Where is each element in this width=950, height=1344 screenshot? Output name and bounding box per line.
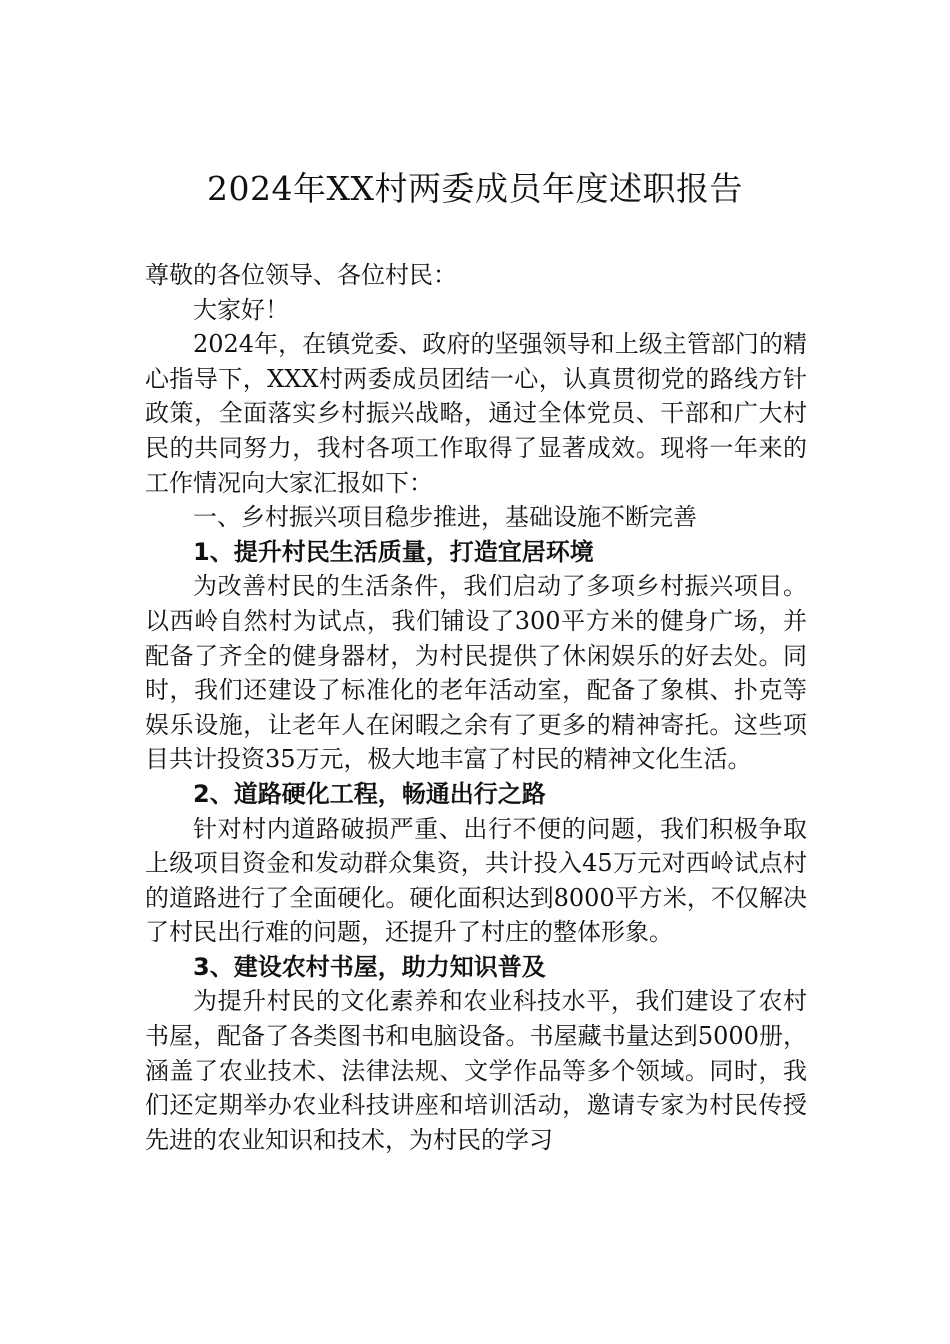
document-body xyxy=(145,258,807,1157)
subsection-paragraph-2: 针对村内道路破损严重、出行不便的问题，我们积极争取上级项目资金和发动群众集资，共计投入45万元对西岭试点村的道路进行了全面硬化。硬化面积达到8000平方米，不仅解决了村民出行难的问题，还提升了村庄的整体形象。 xyxy=(145,814,807,947)
intro-paragraph: 2024年，在镇党委、政府的坚强领导和上级主管部门的精心指导下，XXX村两委成员团结一心，认真贯彻党的路线方针政策，全面落实乡村振兴战略，通过全体党员、干部和广大村民的共同努力，我村各项工作取得了显著成效。现将一年来的工作情况向大家汇报如下： xyxy=(145,330,807,497)
section-heading-1: 一、乡村振兴项目稳步推进，基础设施不断完善 xyxy=(193,503,697,532)
document-title: 2024年XX村两委成员年度述职报告 xyxy=(207,169,743,208)
greeting: 大家好！ xyxy=(193,295,289,324)
subsection-heading-3: 3、建设农村书屋，助力知识普及 xyxy=(193,952,546,981)
subsection-heading-2: 2、道路硬化工程，畅通出行之路 xyxy=(193,779,546,808)
subsection-heading-1: 1、提升村民生活质量，打造宜居环境 xyxy=(193,537,594,566)
subsection-paragraph-1: 为改善村民的生活条件，我们启动了多项乡村振兴项目。以西岭自然村为试点，我们铺设了300平方米的健身广场，并配备了齐全的健身器材，为村民提供了休闲娱乐的好去处。同时，我们还建设了标准化的老年活动室，配备了象棋、扑克等娱乐设施，让老年人在闲暇之余有了更多的精神寄托。这些项目共计投资35万元，极大地丰富了村民的精神文化生活。 xyxy=(145,572,807,774)
salutation: 尊敬的各位领导、各位村民： xyxy=(145,261,457,289)
subsection-paragraph-3: 为提升村民的文化素养和农业科技水平，我们建设了农村书屋，配备了各类图书和电脑设备。书屋藏书量达到5000册，涵盖了农业技术、法律法规、文学作品等多个领域。同时，我们还定期举办农业科技讲座和培训活动，邀请专家为村民传授先进的农业知识和技术，为村民的学习 xyxy=(145,987,807,1154)
